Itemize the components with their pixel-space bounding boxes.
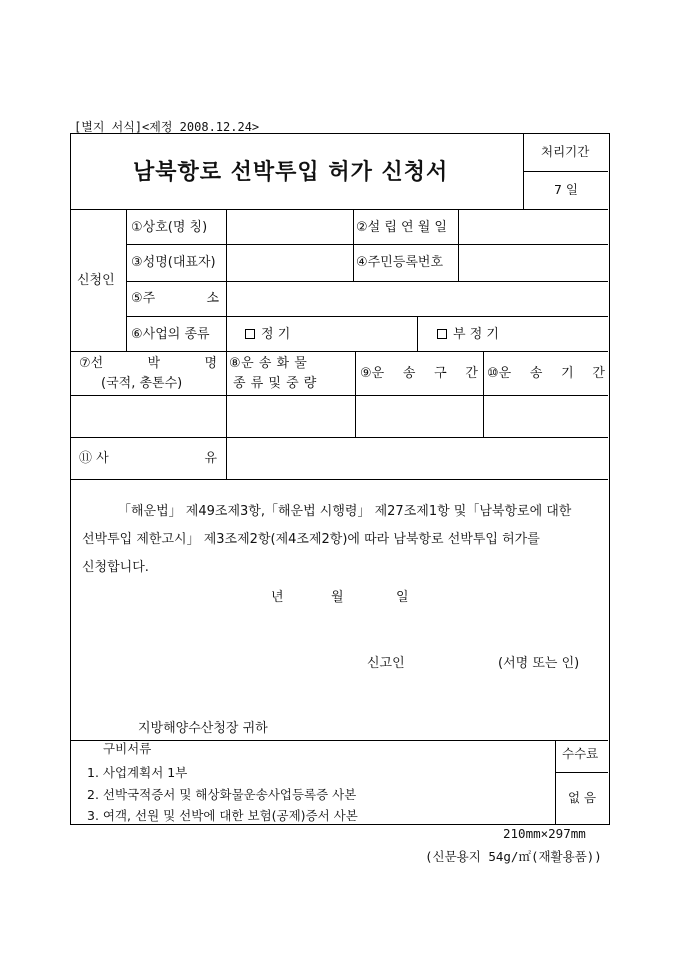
address-label-a: ⑤주 bbox=[131, 291, 156, 306]
address-label-b: 소 bbox=[206, 291, 219, 306]
transport-section-field[interactable] bbox=[356, 396, 482, 437]
transport-period-field[interactable] bbox=[484, 396, 607, 437]
processing-period-label: 처리기간 bbox=[541, 144, 590, 159]
irregular-checkbox[interactable] bbox=[437, 329, 447, 339]
transport-section-header-a: ⑨운 bbox=[360, 366, 385, 381]
document-item-1: 1. 사업계획서 1부 bbox=[87, 765, 188, 780]
documents-label: 구비서류 bbox=[103, 741, 152, 756]
transport-period-header bbox=[487, 367, 605, 380]
company-name-label: ①상호(명 칭) bbox=[131, 220, 208, 235]
regular-option[interactable] bbox=[245, 328, 290, 341]
address-label bbox=[131, 292, 219, 305]
representative-name-label: ③성명(대표자) bbox=[131, 255, 216, 270]
fee-label: 수수료 bbox=[562, 746, 599, 761]
signer-label: 신고인 bbox=[367, 656, 405, 671]
irregular-option-label: 부 정 기 bbox=[453, 327, 499, 342]
fee-value: 없 음 bbox=[568, 790, 597, 805]
processing-period-value: 7 일 bbox=[554, 182, 579, 197]
cargo-header-line2: 종 류 및 중 량 bbox=[233, 376, 317, 391]
paper-size: 210mm×297mm bbox=[503, 826, 586, 841]
date-day: 일 bbox=[396, 590, 409, 605]
address-field[interactable] bbox=[227, 282, 607, 316]
regular-checkbox[interactable] bbox=[245, 329, 255, 339]
statement-line-3: 신청합니다. bbox=[82, 560, 149, 575]
established-date-label: ②설 립 연 월 일 bbox=[356, 220, 447, 235]
applicant-section-label: 신청인 bbox=[77, 273, 115, 288]
addressee: 지방해양수산청장 귀하 bbox=[138, 721, 268, 736]
transport-period-header-b: 송 bbox=[529, 366, 543, 381]
transport-section-header-d: 간 bbox=[465, 366, 478, 381]
transport-period-header-a: ⑩운 bbox=[487, 366, 512, 381]
transport-section-header-b: 송 bbox=[402, 366, 416, 381]
signer-name-field[interactable] bbox=[412, 650, 496, 674]
representative-name-field[interactable] bbox=[227, 245, 352, 281]
reason-label-a: ⑪ 사 bbox=[79, 451, 109, 466]
statement-line-1: 「해운법」 제49조제3항,「해운법 시행령」 제27조제1항 및「남북항로에 대한 bbox=[118, 504, 572, 519]
signature-note: (서명 또는 인) bbox=[498, 656, 580, 671]
resident-number-field[interactable] bbox=[459, 245, 607, 281]
ship-name-field[interactable] bbox=[72, 396, 225, 437]
cargo-field[interactable] bbox=[227, 396, 354, 437]
ship-name-subheader: (국적, 총톤수) bbox=[101, 376, 183, 391]
date-year: 년 bbox=[271, 590, 284, 605]
ship-name-header-c: 명 bbox=[204, 356, 217, 371]
transport-section-header bbox=[360, 367, 478, 380]
document-item-3: 3. 여객, 선원 및 선박에 대한 보험(공제)증서 사본 bbox=[87, 808, 358, 823]
transport-period-header-c: 기 bbox=[561, 366, 574, 381]
paper-type: (신문용지 54g/㎡(재활용품)) bbox=[425, 849, 602, 864]
business-type-label: ⑥사업의 종류 bbox=[131, 327, 210, 342]
transport-section-header-c: 구 bbox=[434, 366, 447, 381]
ship-name-header bbox=[79, 357, 217, 370]
statement-line-2: 선박투입 제한고시」 제3조제2항(제4조제2항)에 따라 남북항로 선박투입 허가를 bbox=[82, 532, 540, 547]
resident-number-label: ④주민등록번호 bbox=[356, 255, 444, 270]
company-name-field[interactable] bbox=[227, 210, 352, 244]
cargo-header-line1: ⑧운 송 화 물 bbox=[229, 356, 308, 371]
form-header-note: [별지 서식]<제정 2008.12.24> bbox=[74, 120, 260, 134]
reason-field[interactable] bbox=[227, 438, 607, 479]
irregular-option[interactable] bbox=[437, 328, 499, 341]
established-date-field[interactable] bbox=[459, 210, 607, 244]
regular-option-label: 정 기 bbox=[261, 327, 291, 342]
transport-period-header-d: 간 bbox=[592, 366, 605, 381]
document-item-2: 2. 선박국적증서 및 해상화물운송사업등록증 사본 bbox=[87, 787, 357, 802]
form-title: 남북항로 선박투입 허가 신청서 bbox=[133, 159, 449, 185]
reason-label-b: 유 bbox=[204, 451, 217, 466]
application-statement bbox=[82, 498, 612, 582]
ship-name-header-a: ⑦선 bbox=[79, 356, 104, 371]
date-month: 월 bbox=[331, 590, 344, 605]
ship-name-header-b: 박 bbox=[147, 356, 161, 371]
reason-label bbox=[79, 452, 217, 465]
